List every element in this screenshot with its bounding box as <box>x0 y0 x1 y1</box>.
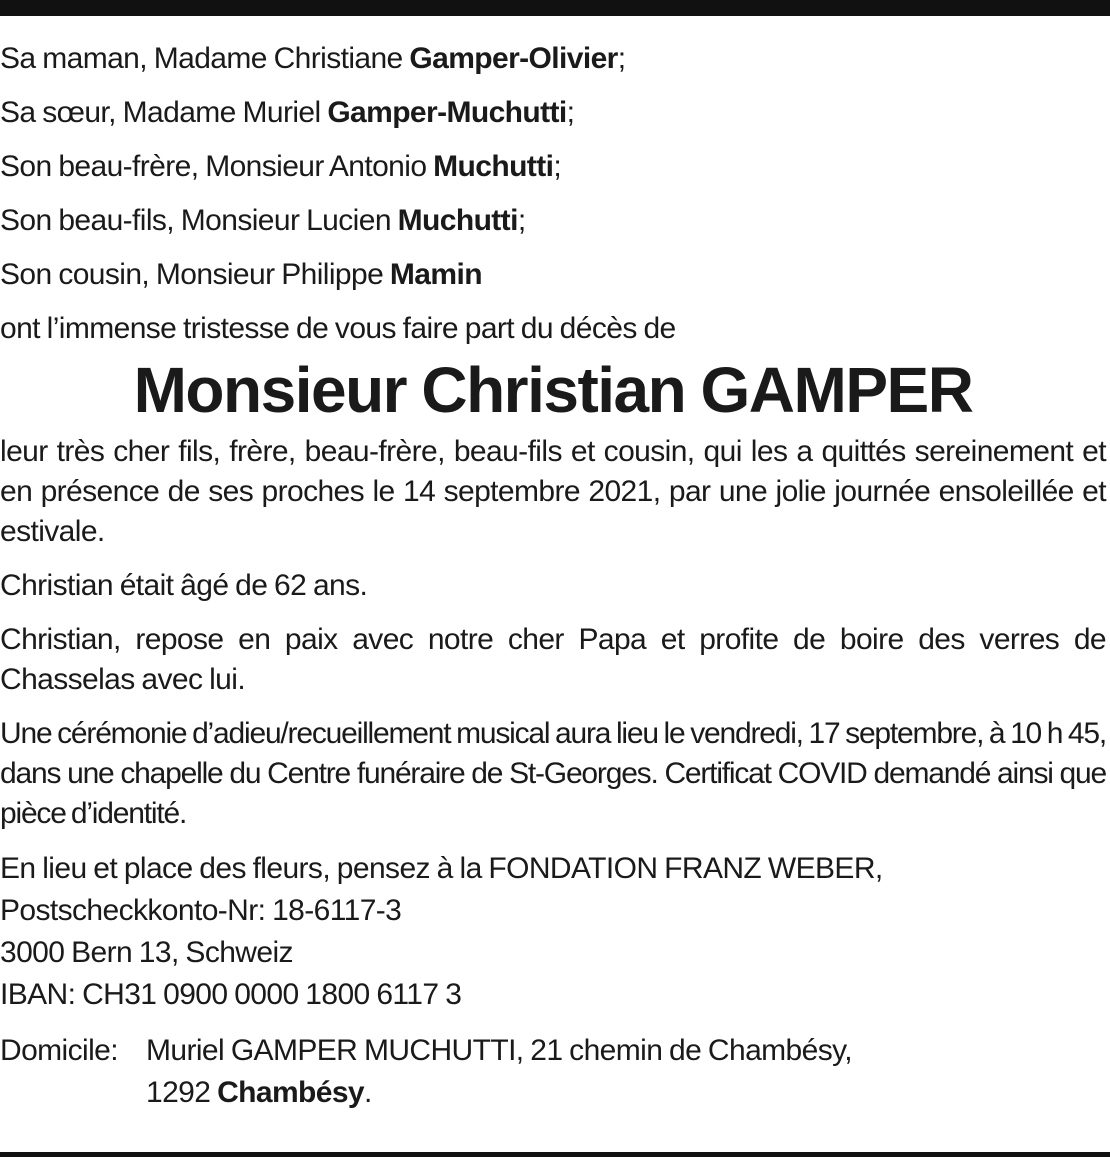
family-member-stepson: Son beau-fils, Monsieur Lucien Muchutti; <box>0 204 526 237</box>
domicile-label: Domicile: <box>0 1034 118 1067</box>
family-member-cousin: Son cousin, Monsieur Philippe Mamin <box>0 258 482 291</box>
domicile-town-line: 1292 Chambésy. <box>146 1076 372 1109</box>
family-member-sister: Sa sœur, Madame Muriel Gamper-Muchutti; <box>0 96 575 129</box>
domicile-address: Muriel GAMPER MUCHUTTI, 21 chemin de Chambésy, <box>146 1034 853 1067</box>
domicile-line <box>0 1030 1106 1072</box>
relation-paragraph: leur très cher fils, frère, beau-frère, beau-fils et cousin, qui les a quittés sereinement et en présence de ses proches le 14 septembre 2021, par une jolie journée ensoleillée et estivale. <box>0 435 1106 548</box>
announcement-intro: ont l’immense tristesse de vous faire part du décès de <box>0 312 676 345</box>
donation-intro: En lieu et place des fleurs, pensez à la FONDATION FRANZ WEBER, <box>0 852 883 885</box>
donation-block <box>0 848 1106 1016</box>
surname: Muchutti <box>433 150 554 183</box>
domicile-block <box>0 1030 1106 1114</box>
deceased-name: Monsieur Christian GAMPER <box>133 354 973 426</box>
domicile-town: Chambésy <box>217 1076 365 1109</box>
surname: Mamin <box>389 258 482 291</box>
family-member-mother: Sa maman, Madame Christiane Gamper-Olivier; <box>0 42 626 75</box>
donation-account: Postscheckkonto-Nr: 18-6117-3 <box>0 894 402 927</box>
bottom-border-rule <box>0 1152 1110 1157</box>
surname: Muchutti <box>397 204 518 237</box>
surname: Gamper-Muchutti <box>327 96 567 129</box>
donation-city: 3000 Bern 13, Schweiz <box>0 936 293 969</box>
ceremony-paragraph: Une cérémonie d’adieu/recueillement musical aura lieu le vendredi, 17 septembre, à 10 h 45, dans une chapelle du Centre funéraire de St-Georges. Certificat COVID demandé ainsi que pièce d’identité. <box>0 717 1106 830</box>
age-paragraph: Christian était âgé de 62 ans. <box>0 569 368 602</box>
surname: Gamper-Olivier <box>409 42 618 75</box>
donation-iban: IBAN: CH31 0900 0000 1800 6117 3 <box>0 978 462 1011</box>
family-member-brother-in-law: Son beau-frère, Monsieur Antonio Muchutti; <box>0 150 562 183</box>
top-border-rule <box>0 0 1110 16</box>
obituary-notice <box>0 36 1106 1114</box>
tribute-paragraph: Christian, repose en paix avec notre cher Papa et profite de boire des verres de Chasselas avec lui. <box>0 623 1106 696</box>
